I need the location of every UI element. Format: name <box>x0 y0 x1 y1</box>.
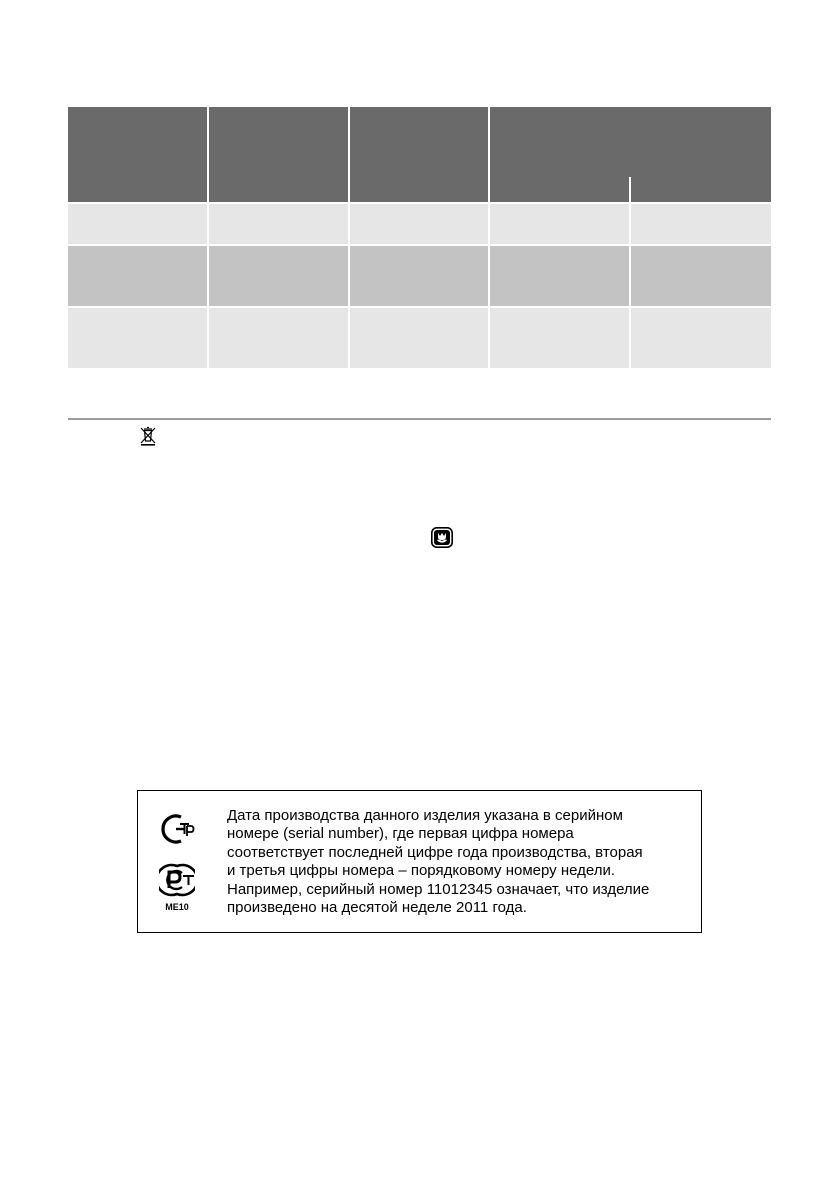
table-row-separator <box>68 244 771 246</box>
certification-text <box>227 807 692 917</box>
table-column-separator <box>629 177 631 368</box>
certification-text-line: номере (serial number), где первая цифра номера <box>227 825 574 843</box>
table-header-row <box>68 107 771 203</box>
table-row <box>68 245 771 307</box>
eco-flower-icon <box>431 527 453 548</box>
table-row-separator <box>68 202 771 204</box>
table-row <box>68 203 771 245</box>
table-row <box>68 307 771 368</box>
crossed-out-wheelie-bin-icon <box>140 426 156 446</box>
certification-text-line: произведено на десятой неделе 2011 года. <box>227 899 527 917</box>
certification-notice <box>137 790 702 933</box>
certification-text-line: и третья цифры номера – порядковому номеру недели. <box>227 862 616 880</box>
table-column-separator <box>348 107 350 368</box>
table-row-separator <box>68 306 771 308</box>
certification-code: ME10 <box>165 902 189 912</box>
specification-table <box>68 107 771 368</box>
section-divider <box>68 418 771 420</box>
pct-conformity-mark-icon <box>159 863 195 897</box>
certification-text-line: Дата производства данного изделия указана в серийном <box>227 807 623 824</box>
table-column-separator <box>207 107 209 368</box>
certification-text-line: соответствует последней цифре года производства, вторая <box>227 843 643 861</box>
gost-r-eac-mark-icon <box>159 812 195 846</box>
certification-text-line: Например, серийный номер 11012345 означает, что изделие <box>227 880 650 898</box>
table-column-separator <box>488 107 490 368</box>
